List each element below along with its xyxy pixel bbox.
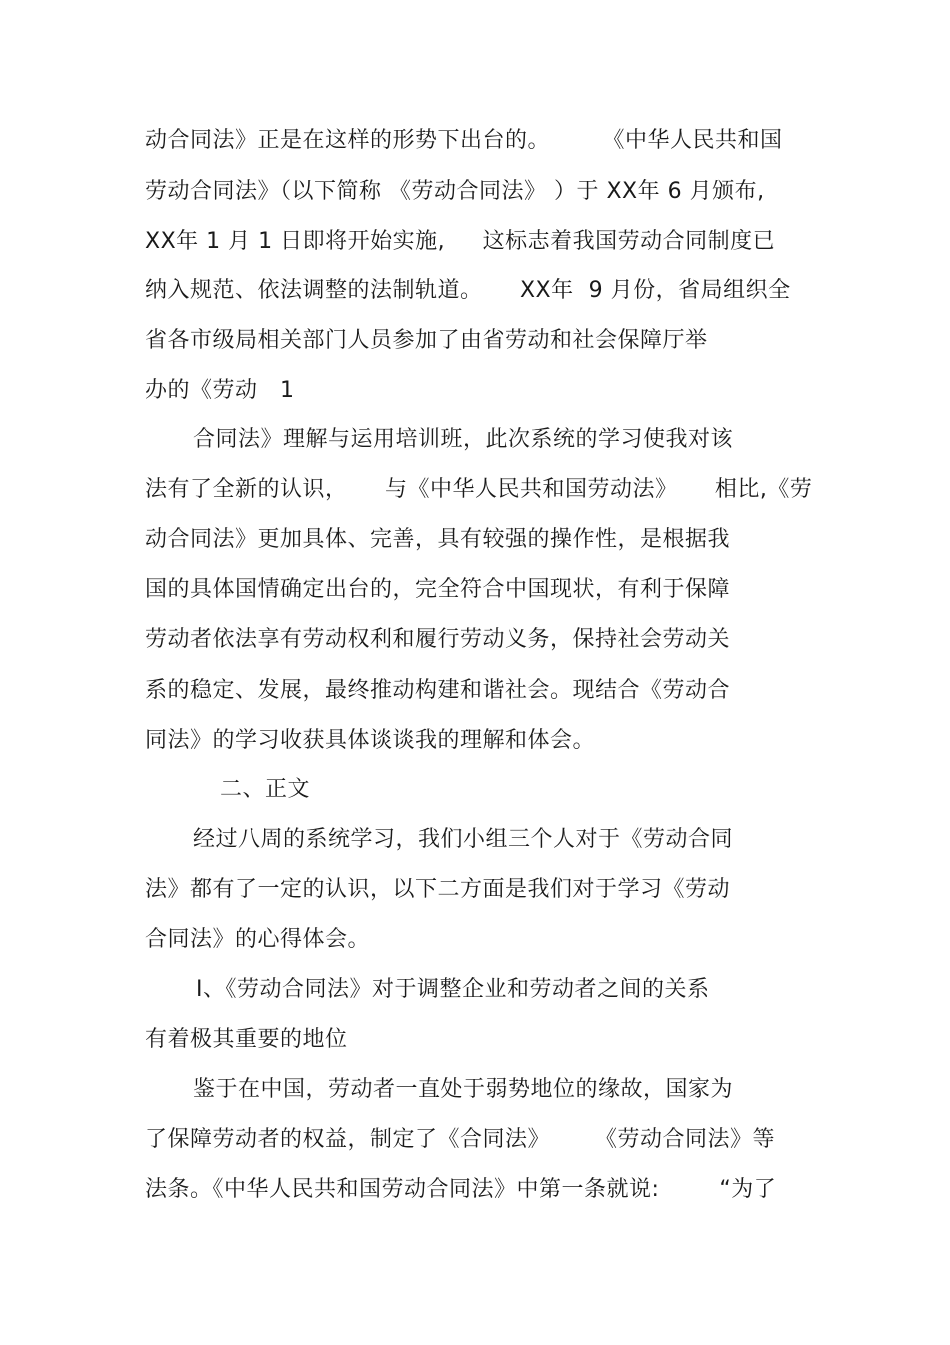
text-line: 了保障劳动者的权益，制定了《合同法》 《劳动合同法》等 [145,1127,775,1152]
text-line: 办的《劳动 1 [145,378,295,403]
item-heading: Ⅰ、《劳动合同法》对于调整企业和劳动者之间的关系 [196,977,710,1002]
item-heading: 有着极其重要的地位 [145,1027,348,1052]
text-line: XX年 1 月 1 日即将开始实施, 这标志着我国劳动合同制度已 [145,229,776,254]
text-line: 鉴于在中国，劳动者一直处于弱势地位的缘故，国家为 [193,1077,734,1102]
text-line: 纳入规范、依法调整的法制轨道。 XX年 9 月份，省局组织全 [145,278,791,303]
text-line: 合同法》的心得体会。 [145,927,371,952]
text-line: 动合同法》正是在这样的形势下出台的。 《中华人民共和国 [145,128,783,153]
text-line: 法》都有了一定的认识，以下二方面是我们对于学习《劳动 [145,877,731,902]
text-line: 合同法》理解与运用培训班，此次系统的学习使我对该 [193,427,734,452]
text-line: 经过八周的系统学习，我们小组三个人对于《劳动合同 [193,827,734,852]
text-line: 系的稳定、发展，最终推动构建和谐社会。现结合《劳动合 [145,678,731,703]
text-line: 动合同法》更加具体、完善，具有较强的操作性，是根据我 [145,527,731,552]
section-heading: 二、正文 [220,777,311,802]
text-line: 省各市级局相关部门人员参加了由省劳动和社会保障厅举 [145,328,708,353]
text-line: 劳动者依法享有劳动权利和履行劳动义务，保持社会劳动关 [145,627,731,652]
text-line: 法有了全新的认识， 与《中华人民共和国劳动法》 相比,《劳 [145,477,813,502]
text-line: 同法》的学习收获具体谈谈我的理解和体会。 [145,728,596,753]
text-line: 法条。《中华人民共和国劳动合同法》中第一条就说: “为了 [145,1177,777,1202]
text-line: 国的具体国情确定出台的，完全符合中国现状，有利于保障 [145,577,731,602]
text-line: 劳动合同法》（以下简称 《劳动合同法》 ）于 XX年 6 月颁布, [145,179,765,204]
